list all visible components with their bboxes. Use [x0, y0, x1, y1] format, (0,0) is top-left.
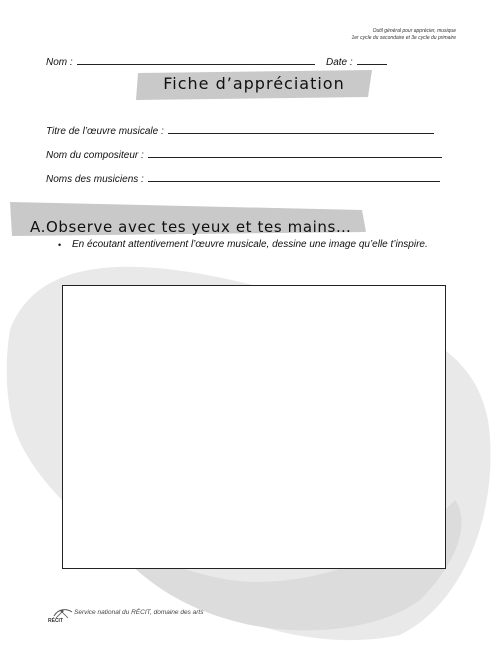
section-a-banner	[10, 200, 366, 236]
musicians-blank[interactable]	[148, 172, 440, 182]
footer-logo-text: RÉCIT	[48, 618, 63, 624]
composer-blank[interactable]	[148, 148, 442, 158]
name-field	[46, 55, 315, 68]
section-a-heading: A.Observe avec tes yeux et tes mains…	[30, 218, 352, 236]
musicians-field	[46, 172, 440, 185]
musicians-label: Noms des musiciens :	[46, 174, 144, 185]
instruction-text: En écoutant attentivement l’œuvre musicale, dessine une image qu’elle t’inspire.	[72, 239, 428, 250]
header-note	[352, 28, 457, 41]
page-title: Fiche d’appréciation	[163, 74, 345, 93]
composer-field	[46, 148, 442, 161]
date-label: Date :	[326, 57, 353, 68]
drawing-area[interactable]	[62, 285, 446, 569]
date-field	[326, 55, 387, 68]
work-title-field	[46, 124, 434, 137]
header-note-line2: 1er cycle du secondaire et 3e cycle du primaire	[351, 34, 456, 41]
work-title-blank[interactable]	[168, 124, 434, 134]
date-blank[interactable]	[357, 55, 387, 65]
bullet: •	[58, 240, 62, 250]
name-blank[interactable]	[77, 55, 315, 65]
title-banner	[136, 70, 372, 100]
header-note-line1: Outil général pour apprécier, musique	[372, 28, 456, 34]
work-title-label: Titre de l’œuvre musicale :	[46, 126, 164, 137]
composer-label: Nom du compositeur :	[46, 150, 144, 161]
instruction-item	[58, 239, 430, 251]
footer-text: Service national du RÉCIT, domaine des arts	[74, 609, 204, 616]
name-label: Nom :	[46, 57, 73, 68]
